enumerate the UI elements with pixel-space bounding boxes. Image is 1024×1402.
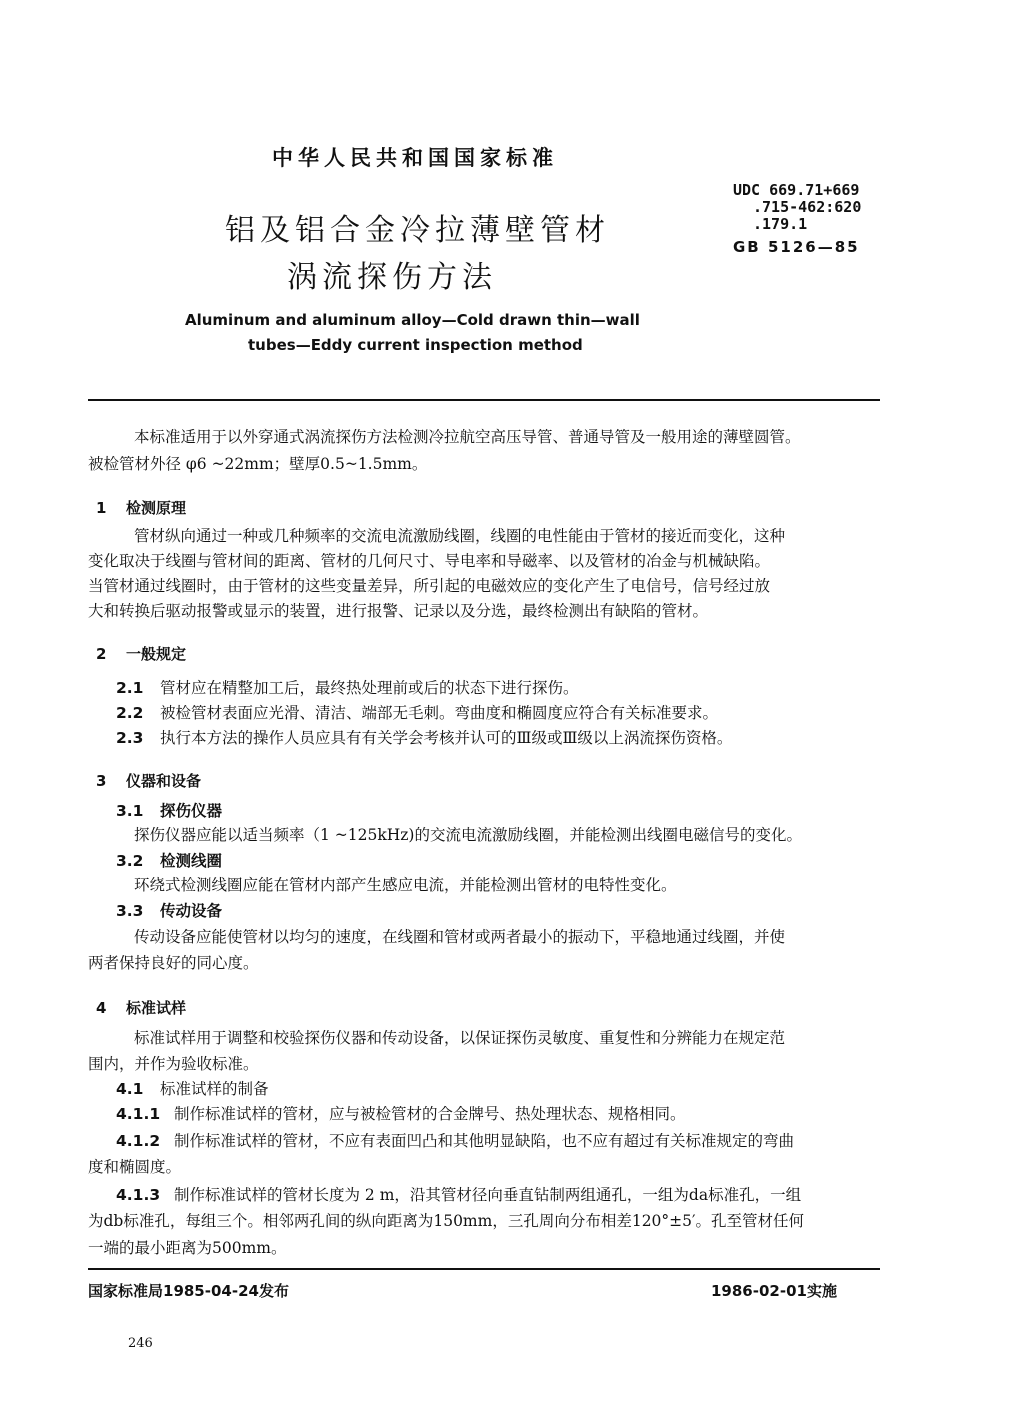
- intro-line: 本标准适用于以外穿通式涡流探伤方法检测冷拉航空高压导管、普通导管及一般用途的薄壁圆管。: [134, 428, 801, 446]
- footer-divider: [88, 1268, 880, 1270]
- clause-item: [116, 726, 732, 751]
- subsection-title: 传动设备: [160, 901, 223, 920]
- clause-number: 2.3: [116, 729, 144, 747]
- subsection-heading: [116, 1077, 269, 1102]
- section-title: 标准试样: [126, 999, 187, 1017]
- clause-item: [116, 1129, 794, 1154]
- clause-number: 3.1: [116, 802, 144, 820]
- paragraph-line: 管材纵向通过一种或几种频率的交流电流激励线圈，线圈的电性能由于管材的接近而变化，这种: [134, 527, 786, 545]
- clause-text: 管材应在精整加工后，最终热处理前或后的状态下进行探伤。: [160, 679, 579, 697]
- page-number: 246: [128, 1336, 153, 1351]
- standard-number: GB 5126—85: [733, 238, 860, 256]
- section-title: 检测原理: [126, 499, 187, 517]
- section-number: 3: [96, 772, 107, 790]
- paragraph-line: 两者保持良好的同心度。: [88, 954, 259, 972]
- clause-number: 3.2: [116, 852, 144, 870]
- clause-number: 4.1.2: [116, 1132, 161, 1150]
- clause-item: [116, 676, 579, 701]
- paragraph-line: 探伤仪器应能以适当频率（1 ~125kHz)的交流电流激励线圈，并能检测出线圈电磁信号的变化。: [134, 826, 802, 844]
- subsection-title: 探伤仪器: [160, 801, 223, 820]
- clause-number: 4.1.1: [116, 1105, 161, 1123]
- clause-text: 制作标准试样的管材，不应有表面凹凸和其他明显缺陷，也不应有超过有关标准规定的弯曲: [174, 1132, 795, 1150]
- issuing-country-heading: 中华人民共和国国家标准: [272, 145, 558, 170]
- clause-item: [116, 1183, 801, 1208]
- paragraph-line: 围内，并作为验收标准。: [88, 1055, 259, 1073]
- clause-text: 被检管材表面应光滑、清洁、端部无毛刺。弯曲度和椭圆度应符合有关标准要求。: [160, 704, 719, 722]
- subsection-heading: [116, 798, 222, 824]
- subsection-heading: [116, 848, 222, 874]
- issue-date: 国家标准局1985-04-24发布: [88, 1282, 289, 1300]
- clause-number: 3.3: [116, 902, 144, 920]
- section-heading: [96, 997, 186, 1018]
- subsection-heading: [116, 898, 222, 924]
- section-title: 仪器和设备: [126, 772, 202, 790]
- english-title-line2: tubes—Eddy current inspection method: [248, 336, 583, 354]
- paragraph-line: 变化取决于线圈与管材间的距离、管材的几何尺寸、导电率和导磁率、以及管材的冶金与机械缺陷。: [88, 552, 771, 570]
- clause-number: 4.1: [116, 1080, 144, 1098]
- effective-date: 1986-02-01实施: [711, 1282, 837, 1300]
- clause-text: 制作标准试样的管材，应与被检管材的合金牌号、热处理状态、规格相同。: [174, 1105, 686, 1123]
- paragraph-line: 环绕式检测线圈应能在管材内部产生感应电流，并能检测出管材的电特性变化。: [134, 876, 677, 894]
- section-heading: [96, 643, 186, 664]
- paragraph-line: 度和椭圆度。: [88, 1158, 182, 1176]
- clause-item: [116, 701, 718, 726]
- udc-line: UDC 669.71+669: [733, 181, 860, 199]
- section-number: 2: [96, 645, 107, 663]
- section-heading: [96, 497, 186, 518]
- intro-line: 被检管材外径 φ6 ~22mm；壁厚0.5~1.5mm。: [88, 455, 428, 473]
- section-heading: [96, 770, 201, 791]
- subsection-title: 标准试样的制备: [160, 1080, 269, 1098]
- clause-text: 制作标准试样的管材长度为 2 m，沿其管材径向垂直钻制两组通孔，一组为da标准孔，一组: [174, 1186, 802, 1204]
- header-divider: [88, 399, 880, 401]
- subsection-title: 检测线圈: [160, 851, 223, 870]
- paragraph-line: 一端的最小距离为500mm。: [88, 1239, 287, 1257]
- section-title: 一般规定: [126, 645, 187, 663]
- standard-title-line1: 铝及铝合金冷拉薄壁管材: [225, 213, 610, 248]
- udc-line: .179.1: [753, 215, 808, 233]
- clause-number: 2.1: [116, 679, 144, 697]
- udc-line: .715-462:620: [753, 198, 862, 216]
- clause-number: 2.2: [116, 704, 144, 722]
- udc-classification: [733, 182, 861, 233]
- paragraph-line: 标准试样用于调整和校验探伤仪器和传动设备，以保证探伤灵敏度、重复性和分辨能力在规定范: [134, 1029, 786, 1047]
- paragraph-line: 当管材通过线圈时，由于管材的这些变量差异，所引起的电磁效应的变化产生了电信号，信号经过放: [88, 577, 771, 595]
- section-number: 1: [96, 499, 107, 517]
- clause-text: 执行本方法的操作人员应具有有关学会考核并认可的Ⅲ级或Ⅲ级以上涡流探伤资格。: [160, 729, 733, 747]
- clause-item: [116, 1102, 686, 1127]
- paragraph-line: 大和转换后驱动报警或显示的装置，进行报警、记录以及分选，最终检测出有缺陷的管材。: [88, 602, 709, 620]
- section-number: 4: [96, 999, 107, 1017]
- clause-number: 4.1.3: [116, 1186, 161, 1204]
- paragraph-line: 为db标准孔，每组三个。相邻两孔间的纵向距离为150mm，三孔周向分布相差120°±5′。孔至管材任何: [88, 1212, 805, 1230]
- english-title-line1: Aluminum and aluminum alloy—Cold drawn thin—wall: [185, 311, 640, 329]
- paragraph-line: 传动设备应能使管材以均匀的速度，在线圈和管材或两者最小的振动下，平稳地通过线圈，并使: [134, 928, 786, 946]
- standard-title-line2: 涡流探伤方法: [287, 260, 497, 295]
